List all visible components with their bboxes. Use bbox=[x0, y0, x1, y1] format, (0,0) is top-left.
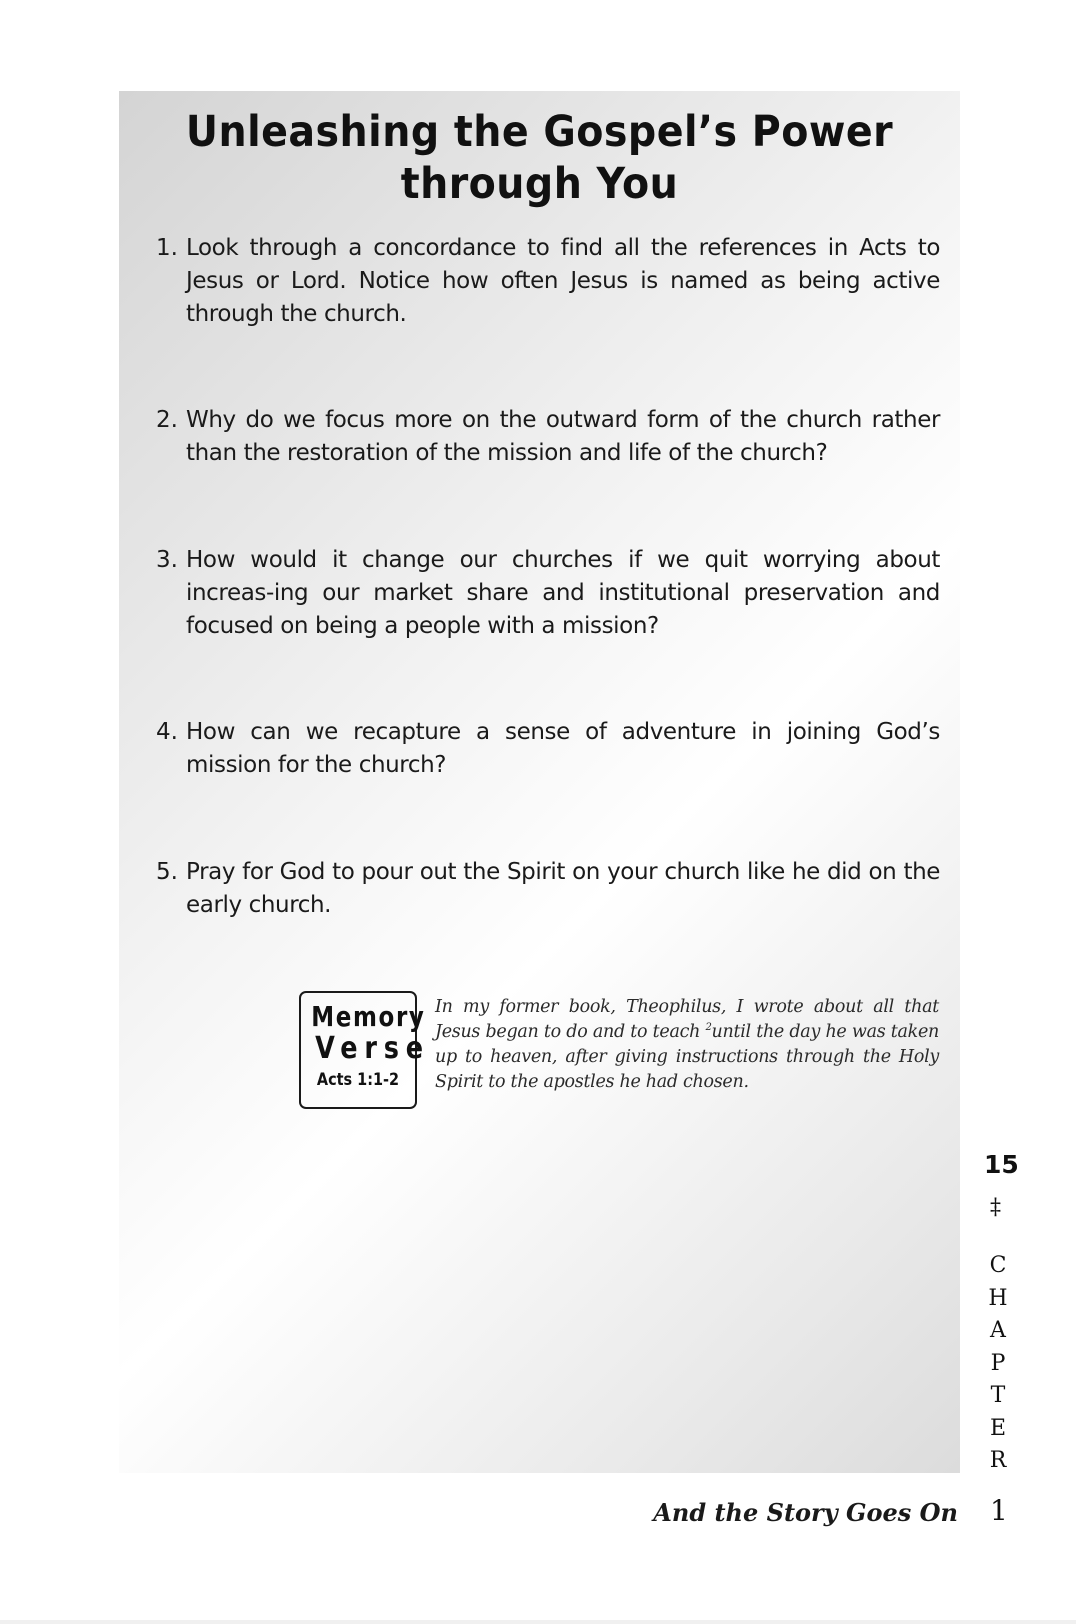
chapter-letter: T bbox=[990, 1383, 1006, 1408]
memory-verse-text-part2: until the day he was taken up to heaven, after giving instructions through the Holy Spirit to the apostles he had chosen. bbox=[435, 1022, 940, 1092]
dagger-separator: ‡ bbox=[990, 1195, 1001, 1220]
memory-verse-text bbox=[435, 995, 939, 1095]
question-item-5 bbox=[150, 856, 940, 922]
question-text: Why do we focus more on the outward form of the church rather than the restoration of the mission and life of the church? bbox=[186, 407, 940, 466]
page-bottom-edge bbox=[0, 1620, 1076, 1624]
chapter-vertical-label bbox=[988, 1250, 1008, 1478]
chapter-letter: A bbox=[990, 1318, 1006, 1343]
memory-verse-text-part1: In my former book, Theophilus, I wrote about all that Jesus began to do and to teach bbox=[435, 997, 939, 1042]
memory-verse-label-line1: Memory bbox=[311, 1000, 426, 1033]
question-text: Pray for God to pour out the Spirit on your church like he did on the early church. bbox=[186, 859, 940, 918]
chapter-letter: C bbox=[989, 1253, 1007, 1278]
question-number: 2. bbox=[156, 407, 178, 433]
question-number: 3. bbox=[156, 547, 178, 573]
question-text: How would it change our churches if we quit worrying about increas-ing our market share and institutional preservation and focused on being a people with a mission? bbox=[186, 547, 940, 639]
page-number: 15 bbox=[984, 1150, 1019, 1179]
question-number: 5. bbox=[156, 859, 178, 885]
question-text: Look through a concordance to find all the references in Acts to Jesus or Lord. Notice how often Jesus is named as being active through the church. bbox=[186, 235, 940, 327]
question-text: How can we recapture a sense of adventure in joining God’s mission for the church? bbox=[186, 719, 940, 778]
memory-verse-badge bbox=[299, 991, 430, 1109]
running-title: And the Story Goes On bbox=[653, 1498, 958, 1527]
memory-verse-label-line2: Verse bbox=[315, 1031, 430, 1066]
page-title-line1: Unleashing the Gospel’s Power bbox=[185, 107, 894, 157]
question-item-1 bbox=[150, 232, 940, 331]
question-number: 1. bbox=[156, 235, 178, 261]
chapter-letter: E bbox=[989, 1415, 1007, 1441]
question-item-4 bbox=[150, 716, 940, 782]
memory-verse-number: 2 bbox=[705, 1022, 712, 1033]
chapter-number: 1 bbox=[990, 1494, 1008, 1527]
page-title bbox=[153, 106, 927, 210]
question-number: 4. bbox=[156, 719, 178, 745]
memory-verse-reference: Acts 1:1-2 bbox=[316, 1070, 400, 1090]
question-item-2 bbox=[150, 404, 940, 470]
chapter-letter: P bbox=[990, 1350, 1006, 1376]
page-title-line2: through You bbox=[400, 159, 679, 209]
question-item-3 bbox=[150, 544, 940, 643]
chapter-letter: H bbox=[988, 1285, 1008, 1311]
chapter-letter: R bbox=[989, 1448, 1007, 1473]
